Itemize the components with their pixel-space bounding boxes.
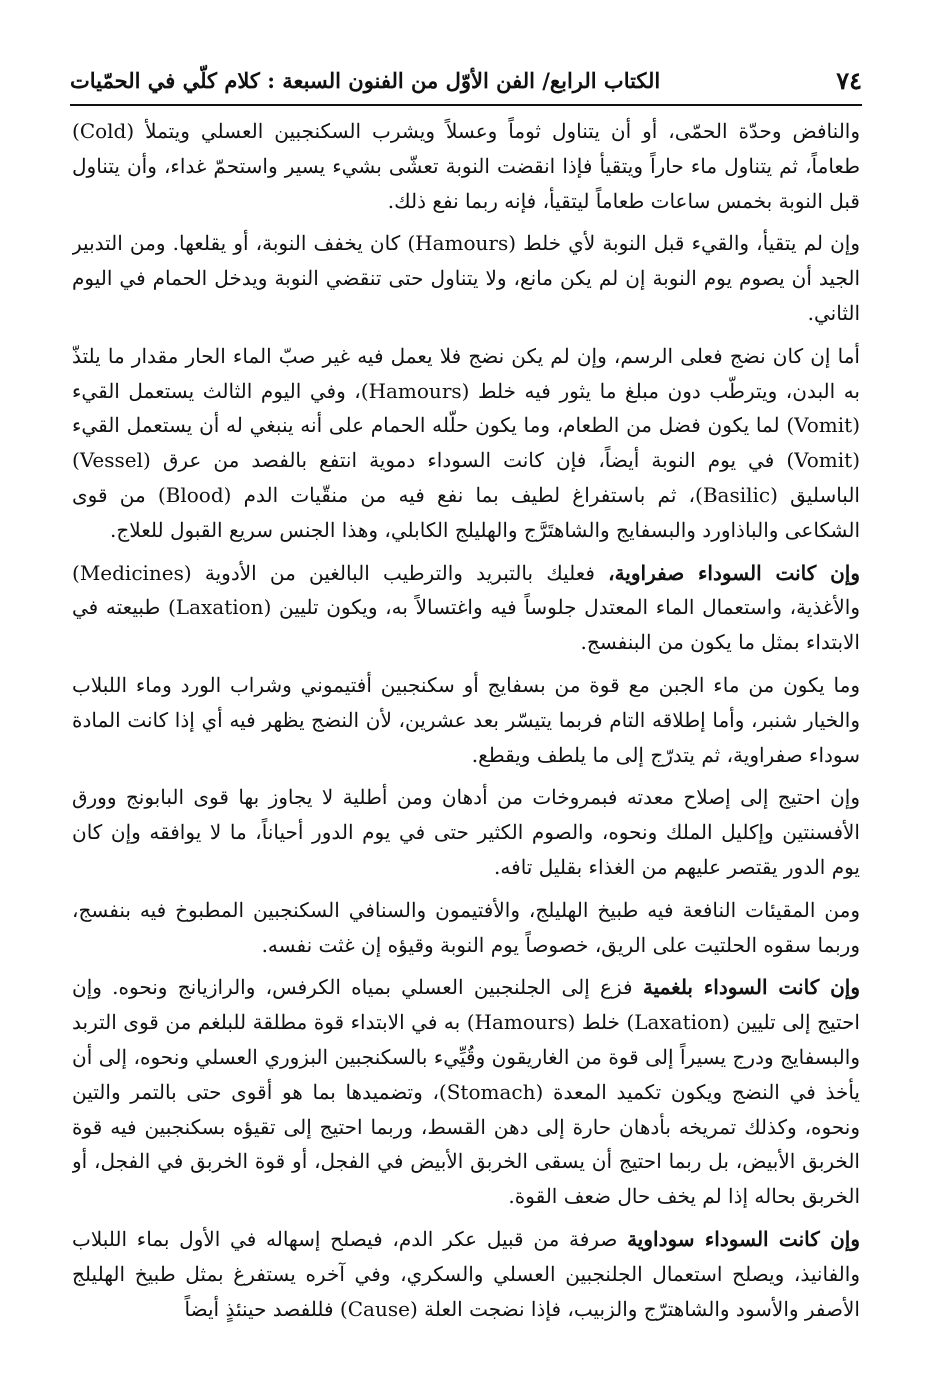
paragraph (72, 226, 860, 330)
paragraph (72, 780, 860, 884)
paragraph-text: وما يكون من ماء الجبن مع قوة من بسفايج أو سكنجبين أفتيموني وشراب الورد وماء اللبلاب والخيار شنبر، وأما إطلاقه التام فربما يتيسّر بعد عشرين، لأن النضج يظهر فيه أي إذا كانت المادة سوداء صفراوية، ثم يتدرّج إلى ما يلطف ويقطع. (72, 672, 860, 767)
paragraph-lead: وإن كانت السوداء بلغمية (642, 975, 860, 1000)
paragraph (72, 1222, 860, 1326)
paragraph-text: وإن احتيج إلى إصلاح معدته فبمروخات من أدهان ومن أطلية لا يجاوز بها قوى البابونج وورق الأفسنتين وإكليل الملك ونحوه، والصوم الكثير حتى في يوم الدور أحياناً، ما لا يوافقه وإن كان يوم الدور يقتصر عليهم من الغذاء بقليل تافه. (72, 785, 860, 879)
paragraph-text: فزع إلى الجلنجبين العسلي بمياه الكرفس، والرازيانج ونحوه. وإن احتيج إلى تليين (Laxation) خلط (Hamours) به في الابتداء قوة مطلقة للبلغم من قوى التربد والبسفايج ودرج يسيراً إلى قوة من الغاريقون وقُيِّيء بالسكنجبين البزوري العسلي ونحوه، إلى أن يأخذ في النضج ويكون تكميد المعدة (Stomach)، وتضميدها بما هو أقوى حتى بالتمر والتين ونحوه، وكذلك تمريخه بأدهان حارة إلى دهن القسط، وربما احتيج إلى تقيؤه بسكنجبين فيه قوة الخربق الأبيض، بل ربما احتيج أن يسقى الخربق الأبيض في الفجل، أو قوة الخربق في الفجل، أو الخربق بحاله إذا لم يخف حال ضعف القوة. (72, 975, 860, 1209)
paragraph (72, 114, 860, 218)
paragraph-lead: وإن كانت السوداء صفراوية، (608, 560, 860, 585)
paragraph-text: ومن المقيئات النافعة فيه طبيخ الهليلج، والأفتيمون والسنافي السكنجبين المطبوخ فيه بنفسج، وربما سقوه الحلتيت على الريق، خصوصاً يوم النوبة وقيؤه إن غثت نفسه. (72, 897, 860, 957)
page-number: ٧٤ (836, 65, 862, 95)
paragraph (72, 556, 860, 660)
page-body (72, 114, 860, 1371)
paragraph-text: والنافض وحدّة الحمّى، أو أن يتناول ثوماً وعسلاً ويشرب السكنجبين العسلي ويتملأ (Cold) طعاماً، ثم يتناول ماء حاراً ويتقيأ فإذا انقضت النوبة تعشّى بشيء يسير واستحمّ غداء، وأن يتناول قبل النوبة بخمس ساعات طعاماً ليتقيأ، فإنه ربما نفع ذلك. (72, 119, 860, 213)
paragraph-text: فعليك بالتبريد والترطيب البالغين من الأدوية (Medicines) والأغذية، واستعمال الماء المعتدل جلوساً فيه واغتسالاً به، ويكون تليين (Laxation) طبيعته في الابتداء بمثل ما يكون من البنفسج. (72, 560, 860, 655)
paragraph (72, 893, 860, 963)
paragraph (72, 668, 860, 772)
paragraph-text: وإن لم يتقيأ، والقيء قبل النوبة لأي خلط (Hamours) كان يخفف النوبة، أو يقلعها. ومن التدبير الجيد أن يصوم يوم النوبة إن لم يكن مانع، ولا يتناول حتى تنقضي النوبة ويدخل الحمام في اليوم الثاني. (72, 231, 860, 325)
paragraph-text: أما إن كان نضج فعلى الرسم، وإن لم يكن نضج فلا يعمل فيه غير صبّ الماء الحار مقدار ما يلتذّ به البدن، ويترطّب دون مبلغ ما يثور فيه خلط (Hamours)، وفي اليوم الثالث يستعمل القيء (Vomit) لما يكون فضل من الطعام، وما يكون حلّله الحمام على أنه ينبغي له أن يستعمل القيء (Vomit) في يوم النوبة أيضاً، فإن كانت السوداء دموية انتفع بالفصد من عرق (Vessel) الباسليق (Basilic)، ثم باستفراغ لطيف بما نفع فيه من منقّيات الدم (Blood) من قوى الشكاعى والباذاورد والبسفايج والشاهتَرَّج والهليلج الكابلي، وهذا الجنس سريع القبول للعلاج. (72, 343, 860, 542)
paragraph (72, 339, 860, 548)
header-divider (70, 104, 862, 106)
paragraph-text: صرفة من قبيل عكر الدم، فيصلح إسهاله في الأول بماء اللبلاب والفانيذ، ويصلح استعمال الجلنجبين العسلي والسكري، وفي آخره يستفرغ بمثل طبيخ الهليلج الأصفر والأسود والشاهترّج والزبيب، فإذا نضجت العلة (Cause) فللفصد حينئذٍ أيضاً (72, 1226, 860, 1321)
page-header (70, 60, 862, 100)
paragraph-lead: وإن كانت السوداء سوداوية (627, 1226, 860, 1251)
paragraph (72, 970, 860, 1214)
running-title: الكتاب الرابع/ الفن الأوّل من الفنون السبعة : كلام كلّي في الحمّيات (70, 67, 661, 93)
